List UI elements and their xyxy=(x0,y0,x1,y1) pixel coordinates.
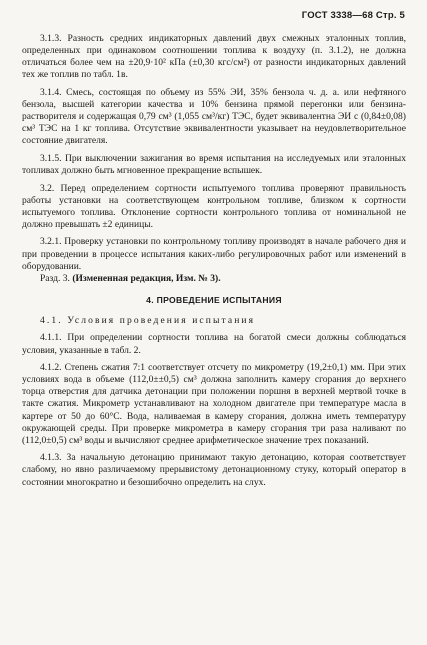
amendment-prefix: Разд. 3. xyxy=(40,272,73,284)
paragraph-3-2-1: 3.2.1. Проверку установки по контрольному топливу производят в начале рабочего дня и при проведении в процессе испытания каких-либо регулировочных работ или изменений в оборудовании. xyxy=(22,236,406,272)
paragraph-3-1-5: 3.1.5. При выключении зажигания во время испытания на исследуемых или эталонных топливах должно быть мгновенное прекращение вспышек. xyxy=(22,152,406,176)
subsection-4-1-title: 4.1. Условия проведения испытания xyxy=(40,314,256,326)
paragraph-3-1-4: 3.1.4. Смесь, состоящая по объему из 55% ЭИ, 35% бензола ч. д. а. или нефтяного бензола, высшей категории качества и 10% бензина прямой перегонки или бензина-растворителя и содержащая 0,79 см³ (1,055 см³/кг) ТЭС, будет эквивалентна ЭИ с (0,84±0,08) см³ ТЭС на 1 кг топлива. Отсутствие эквивалентности указывает на неудовлетворительное состояние двигателя. xyxy=(22,86,406,147)
paragraph-3-2: 3.2. Перед определением сортности испытуемого топлива проверяют правильность работы установки на соответствующем контрольном топливе, близком к сортности испытуемого топлива. Отклонение сортности контрольного топлива от номинальной не должно превышать ±2 единицы. xyxy=(22,182,406,230)
section-4-title: 4. ПРОВЕДЕНИЕ ИСПЫТАНИЯ xyxy=(146,294,282,305)
page-header: ГОСТ 3338—68 Стр. 5 xyxy=(301,10,405,21)
amendment-note xyxy=(22,273,406,285)
paragraph-4-1-2: 4.1.2. Степень сжатия 7:1 соответствует отсчету по микрометру (19,2±0,1) мм. При этих условиях вода в объеме (112,0±±0,5) см³ должна заполнить камеру сгорания до верхнего торца отверстия для датчика детонации при положении поршня в верхней мертвой точке в такте сжатия. Микрометр устанавливают на холодном двигателе при температуре масла в картере от 50 до 60°С. Вода, наливаемая в камеру сгорания, должна иметь температуру окружающей среды. При проверке микрометра в камеру сгорания три раза наливают по (112,0±0,5) см³ воды и вычисляют среднее арифметическое значение трех показаний. xyxy=(22,362,406,446)
paragraph-4-1-3: 4.1.3. За начальную детонацию принимают такую детонацию, которая соответствует слабому, но явно различаемому прерывистому детонационному стуку, который оператор в состоянии многократно и безошибочно определить на слух. xyxy=(22,452,406,488)
paragraph-4-1-1: 4.1.1. При определении сортности топлива на богатой смеси должны соблюдаться условия, указанные в табл. 2. xyxy=(22,332,406,356)
amendment-bold: (Измененная редакция, Изм. № 3). xyxy=(72,272,221,284)
document-body xyxy=(22,33,406,489)
paragraph-3-1-3: 3.1.3. Разность средних индикаторных давлений двух смежных эталонных топлив, определенных при одинаковом соотношении топлива к воздуху (п. 3.1.2), не должна отличаться более чем на ±20,9·10² кПа (±0,30 кгс/см²) от разности индикаторных давлений тех же топлив по табл. 1в. xyxy=(22,33,406,81)
